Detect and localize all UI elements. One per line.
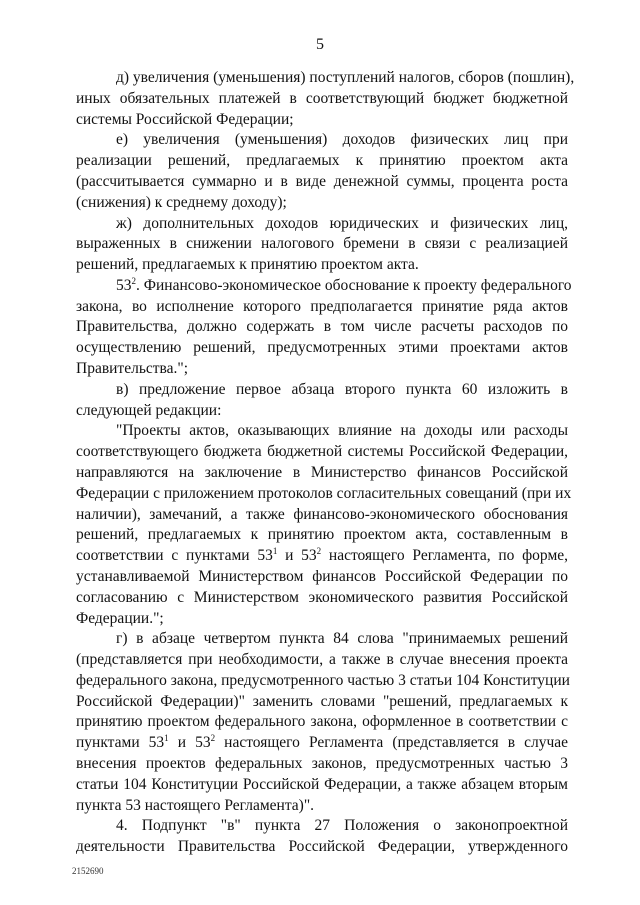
text-line: решений, предлагаемых к принятию проектом акта, составленным в (76, 526, 568, 544)
text-line: пункта 53 настоящего Регламента)". (76, 796, 315, 814)
superscript: 2 (131, 275, 136, 286)
text-segment: соответствии с пунктами 53 (76, 547, 273, 565)
text-line: ж) дополнительных доходов юридических и физических лиц, (116, 214, 568, 232)
text-line: (снижения) к среднему доходу); (76, 193, 287, 211)
text-line: Федерации с приложением протоколов согласительных совещаний (при их (76, 484, 572, 502)
text-line: 4. Подпункт "в" пункта 27 Положения о законопроектной (116, 817, 568, 835)
text-line: следующей редакции: (76, 401, 222, 419)
superscript: 1 (272, 546, 278, 557)
text-segment: и 53 (168, 734, 211, 752)
text-line: направляются на заключение в Министерство финансов Российской (76, 464, 568, 481)
text-line: Федерации."; (76, 609, 164, 627)
text-line: осуществлению решений, предусмотренных этими проектами актов (76, 339, 568, 357)
text-line: е) увеличения (уменьшения) доходов физических лиц при (116, 131, 568, 149)
text-line: деятельности Правительства Российской Федерации, утвержденного (76, 838, 568, 856)
text-segment: пунктами 53 (76, 734, 165, 752)
document-code: 2152690 (72, 866, 104, 876)
text-segment: . Финансово-экономическое обоснование к проекту федерального (136, 276, 572, 294)
text-segment: 53 (116, 276, 132, 294)
text-line: Правительства."; (76, 360, 189, 378)
superscript: 2 (316, 546, 322, 557)
text-segment: настоящего Регламента (представляется в случае (215, 734, 568, 752)
text-line: (представляется при необходимости, а также в случае внесения проекта (76, 651, 568, 669)
text-line (116, 275, 572, 297)
text-line: г) в абзаце четвертом пункта 84 слова "принимаемых решений (116, 630, 568, 648)
text-line: Правительства, должно содержать в том числе расчеты расходов по (76, 318, 568, 336)
text-line: принятию проектом федерального закона, оформленное в соответствии с (76, 713, 568, 731)
text-line: соответствующего бюджета бюджетной системы Российской Федерации, (76, 443, 568, 461)
superscript: 1 (164, 733, 169, 744)
text-line: системы Российской Федерации; (76, 110, 294, 128)
text-line (76, 733, 568, 754)
text-line: федерального закона, предусмотренного частью 3 статьи 104 Конституции (76, 671, 570, 689)
text-line: внесения проектов федеральных законов, предусмотренных частью 3 (76, 755, 568, 773)
text-segment: настоящего Регламента, по форме, (321, 547, 569, 565)
text-line: закона, во исполнение которого предполагается принятие ряда актов (76, 297, 568, 315)
text-line: выраженных в снижении налогового бремени в связи с реализацией (76, 235, 568, 253)
text-line: Российской Федерации)" заменить словами "решений, предлагаемых к (76, 692, 568, 710)
superscript: 2 (210, 733, 216, 744)
text-line: реализации решений, предлагаемых к принятию проектом акта (76, 152, 568, 170)
text-line: решений, предлагаемых к принятию проектом акта. (76, 256, 419, 274)
page-number: 5 (316, 36, 324, 53)
text-line: в) предложение первое абзаца второго пункта 60 изложить в (116, 380, 568, 398)
text-line: наличии), замечаний, а также финансово-экономического обоснования (76, 505, 568, 523)
text-line: "Проекты актов, оказывающих влияние на доходы или расходы (116, 422, 568, 440)
text-line: д) увеличения (уменьшения) поступлений налогов, сборов (пошлин), (116, 69, 575, 86)
text-line: устанавливаемой Министерством финансов Российской Федерации по (76, 567, 568, 585)
text-line: (рассчитывается суммарно и в виде денежной суммы, процента роста (76, 172, 568, 190)
text-line (76, 546, 568, 567)
text-line: статьи 104 Конституции Российской Федерации, а также абзацем вторым (76, 775, 568, 793)
text-segment: и 53 (277, 547, 317, 565)
text-line: согласованию с Министерством экономического развития Российской (76, 588, 568, 606)
text-line: иных обязательных платежей в соответствующий бюджет бюджетной (76, 89, 568, 107)
